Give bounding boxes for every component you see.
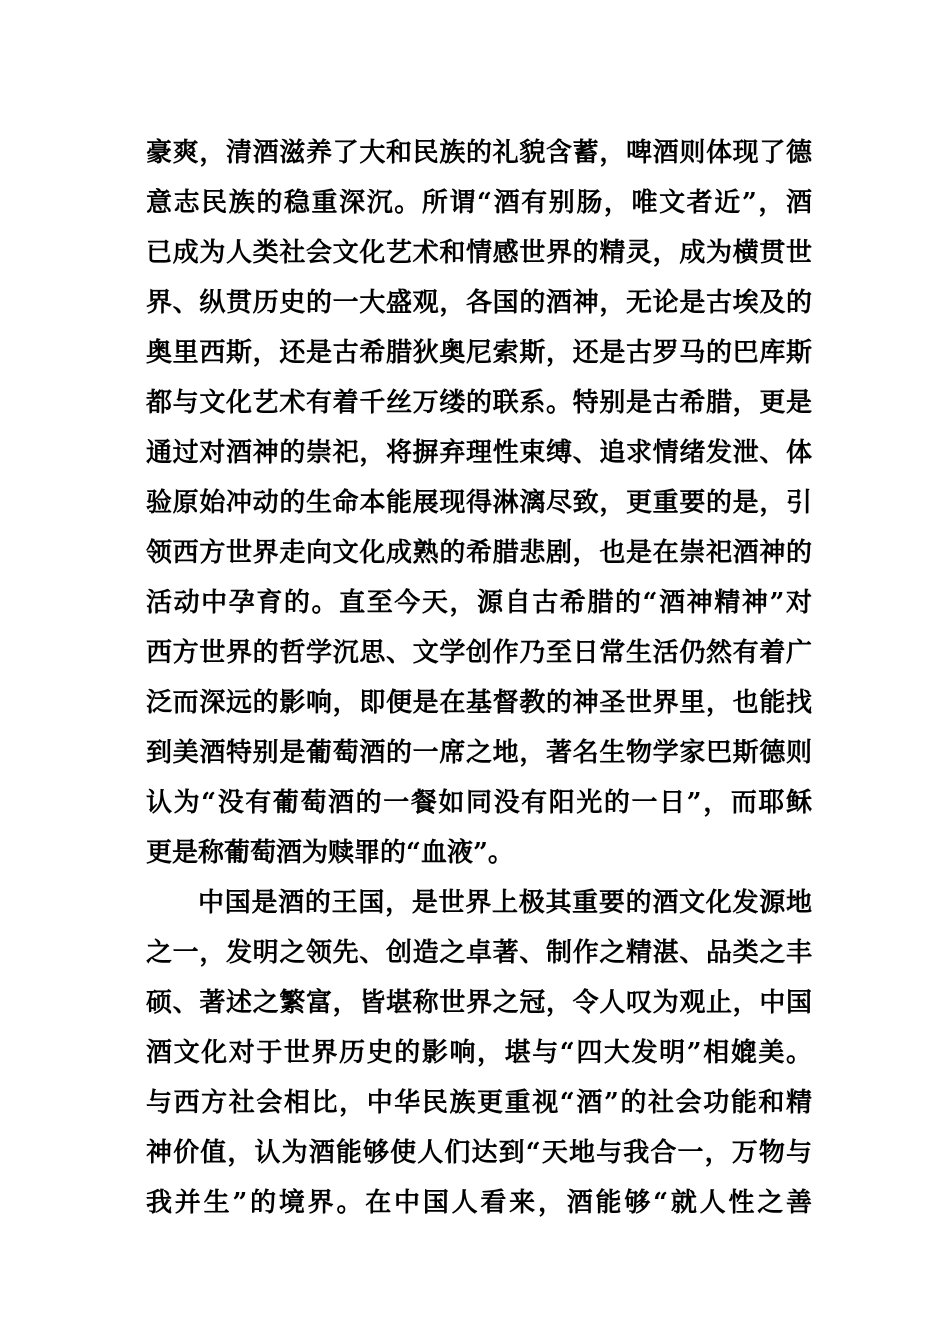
text-line: 与西方社会相比，中华民族更重视“酒”的社会功能和精	[146, 1088, 812, 1118]
text-line: 验原始冲动的生命本能展现得淋漓尽致，更重要的是，引	[146, 488, 812, 518]
text-line: 意志民族的稳重深沉。所谓“酒有别肠，唯文者近”，酒	[146, 188, 812, 218]
text-line: 认为“没有葡萄酒的一餐如同没有阳光的一日”，而耶稣	[146, 788, 812, 818]
text-line: 奥里西斯，还是古希腊狄奥尼索斯，还是古罗马的巴库斯	[146, 338, 812, 368]
text-line: 我并生”的境界。在中国人看来，酒能够“就人性之善	[146, 1188, 812, 1218]
text-line: 硕、著述之繁富，皆堪称世界之冠，令人叹为观止，中国	[146, 988, 812, 1018]
text-line: 活动中孕育的。直至今天，源自古希腊的“酒神精神”对	[146, 588, 812, 618]
text-line: 泛而深远的影响，即便是在基督教的神圣世界里，也能找	[146, 688, 812, 718]
text-line: 已成为人类社会文化艺术和情感世界的精灵，成为横贯世	[146, 238, 812, 268]
text-line: 通过对酒神的崇祀，将摒弃理性束缚、追求情绪发泄、体	[146, 438, 812, 468]
text-line: 界、纵贯历史的一大盛观，各国的酒神，无论是古埃及的	[146, 288, 812, 318]
text-line: 领西方世界走向文化成熟的希腊悲剧，也是在崇祀酒神的	[146, 538, 812, 568]
paragraph-start-line: 中国是酒的王国，是世界上极其重要的酒文化发源地	[198, 888, 812, 918]
body-text	[146, 128, 812, 1228]
text-line: 豪爽，清酒滋养了大和民族的礼貌含蓄，啤酒则体现了德	[146, 138, 812, 168]
text-line: 到美酒特别是葡萄酒的一席之地，著名生物学家巴斯德则	[146, 738, 812, 768]
paragraph-end-line: 更是称葡萄酒为赎罪的“血液”。	[146, 838, 514, 868]
text-line: 西方世界的哲学沉思、文学创作乃至日常生活仍然有着广	[146, 638, 812, 668]
text-line: 酒文化对于世界历史的影响，堪与“四大发明”相媲美。	[146, 1038, 812, 1068]
text-line: 神价值，认为酒能够使人们达到“天地与我合一，万物与	[146, 1138, 812, 1168]
text-line: 都与文化艺术有着千丝万缕的联系。特别是古希腊，更是	[146, 388, 812, 418]
text-line: 之一，发明之领先、创造之卓著、制作之精湛、品类之丰	[146, 938, 812, 968]
